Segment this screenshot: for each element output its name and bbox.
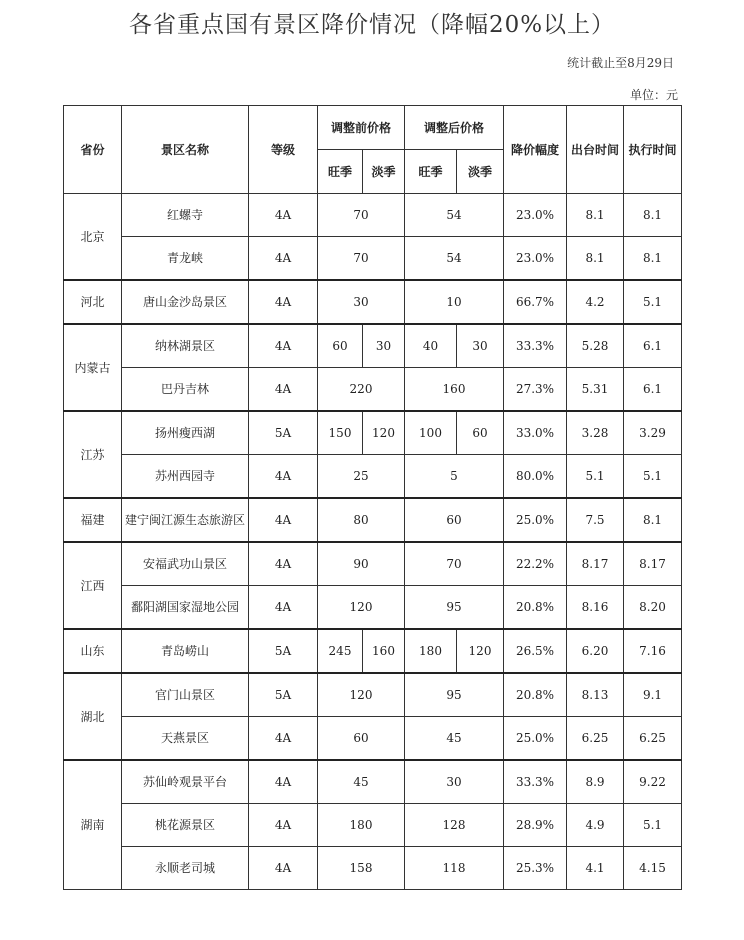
before-peak-price: 150 — [318, 411, 363, 455]
effective-date: 8.1 — [624, 237, 682, 281]
effective-date: 6.1 — [624, 368, 682, 412]
effective-date: 6.25 — [624, 717, 682, 761]
issued-date: 6.25 — [567, 717, 624, 761]
issued-date: 4.9 — [567, 804, 624, 847]
effective-date: 3.29 — [624, 411, 682, 455]
cut-percent: 26.5% — [504, 629, 567, 673]
issued-date: 4.2 — [567, 280, 624, 324]
grade-cell: 4A — [249, 455, 318, 499]
province-cell: 山东 — [64, 629, 122, 673]
after-price: 60 — [405, 498, 504, 542]
after-off-price: 60 — [457, 411, 504, 455]
before-price: 60 — [318, 717, 405, 761]
table-row — [64, 280, 682, 324]
before-price: 70 — [318, 194, 405, 237]
issued-date: 3.28 — [567, 411, 624, 455]
effective-date: 8.1 — [624, 498, 682, 542]
issued-date: 8.17 — [567, 542, 624, 586]
after-price: 95 — [405, 673, 504, 717]
table-row — [64, 455, 682, 499]
table-row — [64, 804, 682, 847]
grade-cell: 4A — [249, 804, 318, 847]
table-row — [64, 324, 682, 368]
scenic-name: 永顺老司城 — [122, 847, 249, 890]
issued-date: 8.13 — [567, 673, 624, 717]
effective-date: 9.22 — [624, 760, 682, 804]
after-price: 95 — [405, 586, 504, 630]
effective-date: 5.1 — [624, 804, 682, 847]
unit-note: 单位：元 — [629, 88, 678, 102]
price-table — [63, 105, 682, 890]
cut-percent: 25.3% — [504, 847, 567, 890]
after-price: 54 — [405, 237, 504, 281]
cut-percent: 20.8% — [504, 586, 567, 630]
header-after-off: 淡季 — [457, 150, 504, 194]
table-row — [64, 629, 682, 673]
issued-date: 8.1 — [567, 237, 624, 281]
scenic-name: 红螺寺 — [122, 194, 249, 237]
scenic-name: 苏州西园寺 — [122, 455, 249, 499]
cut-percent: 25.0% — [504, 717, 567, 761]
header-issued: 出台时间 — [567, 106, 624, 194]
before-price: 120 — [318, 586, 405, 630]
scenic-name: 鄱阳湖国家湿地公园 — [122, 586, 249, 630]
province-cell: 河北 — [64, 280, 122, 324]
scenic-name: 扬州瘦西湖 — [122, 411, 249, 455]
header-grade: 等级 — [249, 106, 318, 194]
table-row — [64, 498, 682, 542]
before-price: 30 — [318, 280, 405, 324]
scenic-name: 唐山金沙岛景区 — [122, 280, 249, 324]
after-peak-price: 100 — [405, 411, 457, 455]
province-cell: 江苏 — [64, 411, 122, 498]
table-row — [64, 586, 682, 630]
table-row — [64, 237, 682, 281]
before-price: 220 — [318, 368, 405, 412]
cut-percent: 33.3% — [504, 760, 567, 804]
issued-date: 5.28 — [567, 324, 624, 368]
cut-percent: 23.0% — [504, 194, 567, 237]
date-note: 统计截止至8月29日 — [567, 56, 674, 70]
header-effective: 执行时间 — [624, 106, 682, 194]
grade-cell: 4A — [249, 717, 318, 761]
effective-date: 5.1 — [624, 280, 682, 324]
issued-date: 4.1 — [567, 847, 624, 890]
scenic-name: 天燕景区 — [122, 717, 249, 761]
issued-date: 6.20 — [567, 629, 624, 673]
issued-date: 5.31 — [567, 368, 624, 412]
grade-cell: 4A — [249, 194, 318, 237]
cut-percent: 22.2% — [504, 542, 567, 586]
after-price: 54 — [405, 194, 504, 237]
effective-date: 4.15 — [624, 847, 682, 890]
cut-percent: 27.3% — [504, 368, 567, 412]
issued-date: 7.5 — [567, 498, 624, 542]
before-off-price: 120 — [363, 411, 405, 455]
table-row — [64, 673, 682, 717]
province-cell: 福建 — [64, 498, 122, 542]
after-price: 45 — [405, 717, 504, 761]
after-price: 160 — [405, 368, 504, 412]
scenic-name: 桃花源景区 — [122, 804, 249, 847]
grade-cell: 5A — [249, 411, 318, 455]
table-row — [64, 542, 682, 586]
scenic-name: 官门山景区 — [122, 673, 249, 717]
header-before-off: 淡季 — [363, 150, 405, 194]
grade-cell: 5A — [249, 629, 318, 673]
grade-cell: 5A — [249, 673, 318, 717]
scenic-name: 青岛崂山 — [122, 629, 249, 673]
header-before-peak: 旺季 — [318, 150, 363, 194]
scenic-name: 建宁闽江源生态旅游区 — [122, 498, 249, 542]
before-price: 45 — [318, 760, 405, 804]
table-row — [64, 368, 682, 412]
scenic-name: 巴丹吉林 — [122, 368, 249, 412]
header-after: 调整后价格 — [405, 106, 504, 150]
before-off-price: 30 — [363, 324, 405, 368]
issued-date: 8.9 — [567, 760, 624, 804]
issued-date: 8.1 — [567, 194, 624, 237]
province-cell: 湖北 — [64, 673, 122, 760]
cut-percent: 33.0% — [504, 411, 567, 455]
province-cell: 内蒙古 — [64, 324, 122, 411]
header-cut: 降价幅度 — [504, 106, 567, 194]
before-price: 158 — [318, 847, 405, 890]
issued-date: 8.16 — [567, 586, 624, 630]
grade-cell: 4A — [249, 237, 318, 281]
cut-percent: 25.0% — [504, 498, 567, 542]
grade-cell: 4A — [249, 847, 318, 890]
before-price: 90 — [318, 542, 405, 586]
before-price: 120 — [318, 673, 405, 717]
province-cell: 湖南 — [64, 760, 122, 890]
cut-percent: 20.8% — [504, 673, 567, 717]
grade-cell: 4A — [249, 280, 318, 324]
after-price: 30 — [405, 760, 504, 804]
effective-date: 9.1 — [624, 673, 682, 717]
header-before: 调整前价格 — [318, 106, 405, 150]
cut-percent: 80.0% — [504, 455, 567, 499]
effective-date: 8.20 — [624, 586, 682, 630]
before-peak-price: 245 — [318, 629, 363, 673]
after-peak-price: 180 — [405, 629, 457, 673]
before-price: 25 — [318, 455, 405, 499]
grade-cell: 4A — [249, 760, 318, 804]
effective-date: 5.1 — [624, 455, 682, 499]
scenic-name: 安福武功山景区 — [122, 542, 249, 586]
table-row — [64, 194, 682, 237]
after-off-price: 30 — [457, 324, 504, 368]
page-title: 各省重点国有景区降价情况（降幅20%以上） — [128, 12, 616, 38]
grade-cell: 4A — [249, 586, 318, 630]
before-price: 180 — [318, 804, 405, 847]
before-off-price: 160 — [363, 629, 405, 673]
header-after-peak: 旺季 — [405, 150, 457, 194]
cut-percent: 66.7% — [504, 280, 567, 324]
header-scenic: 景区名称 — [122, 106, 249, 194]
grade-cell: 4A — [249, 368, 318, 412]
after-price: 70 — [405, 542, 504, 586]
grade-cell: 4A — [249, 542, 318, 586]
scenic-name: 青龙峡 — [122, 237, 249, 281]
effective-date: 8.1 — [624, 194, 682, 237]
table-body — [64, 194, 682, 890]
table-row — [64, 717, 682, 761]
after-peak-price: 40 — [405, 324, 457, 368]
after-off-price: 120 — [457, 629, 504, 673]
scenic-name: 纳林湖景区 — [122, 324, 249, 368]
table-row — [64, 760, 682, 804]
cut-percent: 33.3% — [504, 324, 567, 368]
before-price: 70 — [318, 237, 405, 281]
effective-date: 6.1 — [624, 324, 682, 368]
scenic-name: 苏仙岭观景平台 — [122, 760, 249, 804]
cut-percent: 23.0% — [504, 237, 567, 281]
effective-date: 8.17 — [624, 542, 682, 586]
province-cell: 北京 — [64, 194, 122, 281]
after-price: 10 — [405, 280, 504, 324]
cut-percent: 28.9% — [504, 804, 567, 847]
after-price: 5 — [405, 455, 504, 499]
grade-cell: 4A — [249, 498, 318, 542]
after-price: 118 — [405, 847, 504, 890]
before-price: 80 — [318, 498, 405, 542]
header-province: 省份 — [64, 106, 122, 194]
after-price: 128 — [405, 804, 504, 847]
effective-date: 7.16 — [624, 629, 682, 673]
province-cell: 江西 — [64, 542, 122, 629]
table-row — [64, 411, 682, 455]
before-peak-price: 60 — [318, 324, 363, 368]
issued-date: 5.1 — [567, 455, 624, 499]
table-row — [64, 847, 682, 890]
grade-cell: 4A — [249, 324, 318, 368]
